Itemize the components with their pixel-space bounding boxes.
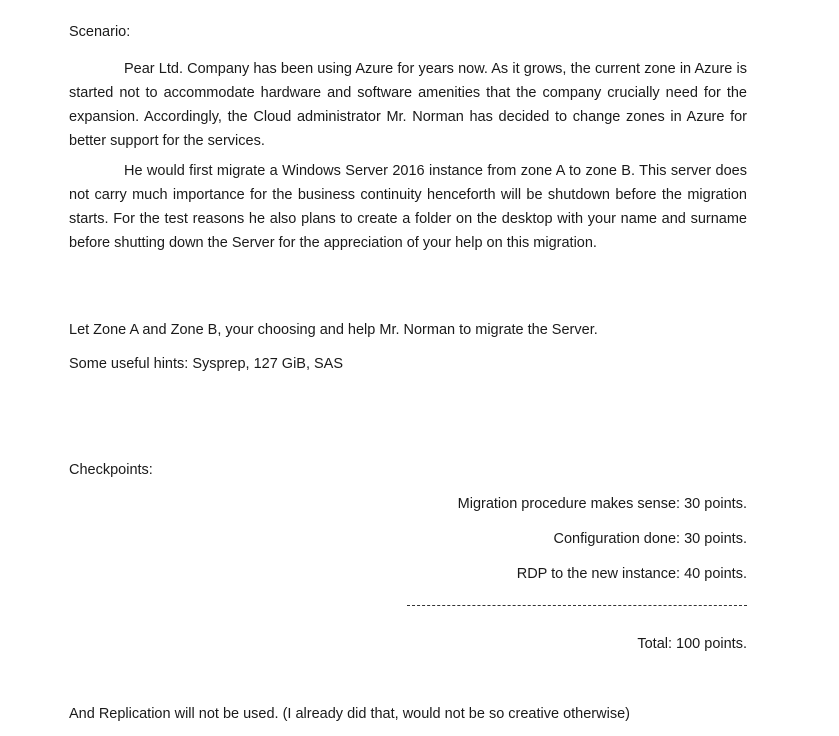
total-divider — [407, 605, 747, 606]
total-points: Total: 100 points. — [637, 636, 747, 652]
useful-hints: Some useful hints: Sysprep, 127 GiB, SAS — [69, 356, 344, 372]
paragraph-intro: Pear Ltd. Company has been using Azure for years now. As it grows, the current zone in Azure is started not to accommodate hardware and software amenities that the company crucially need for the expansion. Accordingly, the Cloud administrator Mr. Norman has decided to change zones in Azure for better support for the services. — [69, 61, 747, 149]
paragraph-migration-plan: He would first migrate a Windows Server 2016 instance from zone A to zone B. This server does not carry much importance for the business continuity henceforth will be shutdown before the migration starts. For the test reasons he also plans to create a folder on the desktop with your name and surname before shutting down the Server for the appreciation of your help on this migration. — [69, 163, 747, 251]
scenario-heading: Scenario: — [69, 24, 131, 40]
checkpoints-heading: Checkpoints: — [69, 462, 153, 478]
checkpoint-item: RDP to the new instance: 40 points. — [516, 566, 747, 582]
checkpoint-item: Migration procedure makes sense: 30 points. — [457, 496, 747, 512]
zone-instruction: Let Zone A and Zone B, your choosing and help Mr. Norman to migrate the Server. — [69, 322, 598, 338]
footer-note: And Replication will not be used. (I already did that, would not be so creative otherwise) — [69, 706, 630, 722]
checkpoint-item: Configuration done: 30 points. — [553, 531, 747, 547]
